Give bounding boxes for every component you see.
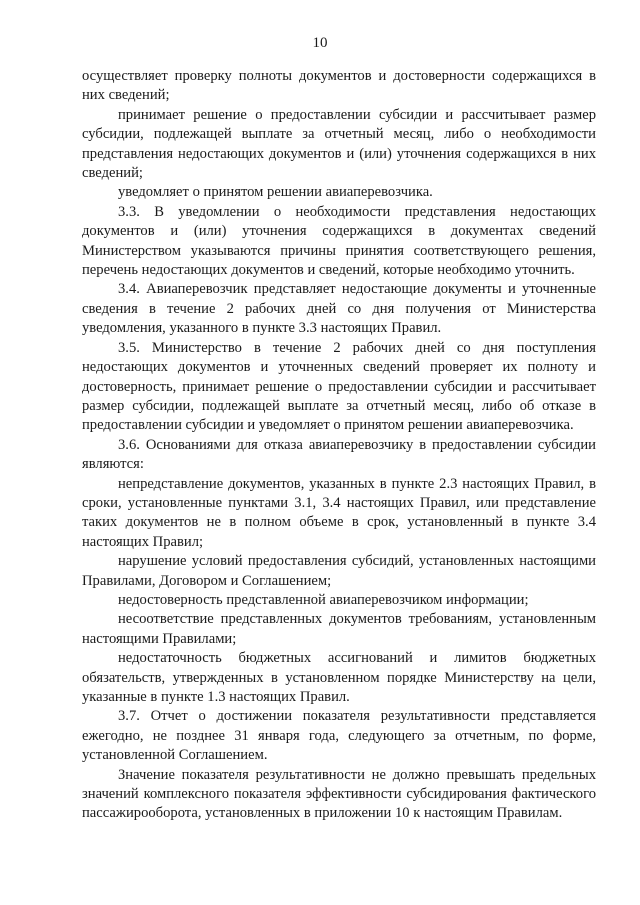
paragraph-decision-on-subsidy: принимает решение о предоставлении субсидии и рассчитывает размер субсидии, подлежащей выплате за отчетный месяц, либо о необходимости представления недостающих документов и (или) уточнения содержащихся в них сведений; (82, 106, 596, 182)
paragraph-refusal-ground-unreliable-info: недостоверность представленной авиаперевозчиком информации; (118, 591, 529, 608)
paragraph-clause-3-4: 3.4. Авиаперевозчик представляет недостающие документы и уточненные сведения в течение 2 рабочих дней со дня получения от Министерства уведомления, указанного в пункте 3.3 настоящих Правил. (82, 281, 596, 337)
paragraph-notify-carrier: уведомляет о принятом решении авиаперевозчика. (118, 184, 433, 201)
paragraph-indicator-value: Значение показателя результативности не должно превышать предельных значений комплексного показателя эффективности субсидирования фактического пассажирооборота, установленных в приложении 10 к настоящим Правилам. (82, 766, 596, 822)
paragraph-clause-3-5: 3.5. Министерство в течение 2 рабочих дней со дня поступления недостающих документов и уточненных сведений проверяет их полноту и достоверность, принимает решение о предоставлении субсидии и рассчитывает размер субсидии, подлежащей выплате за отчетный месяц, либо об отказе в предоставлении субсидии и уведомляет о принятом решении авиаперевозчика. (82, 339, 596, 434)
paragraph-refusal-ground-documents: непредставление документов, указанных в пункте 2.3 настоящих Правил, в сроки, установленные пунктами 3.1, 3.4 настоящих Правил, или представление таких документов не в полном объеме в срок, установленный в пункте 3.4 настоящих Правил; (82, 475, 596, 550)
paragraph-refusal-ground-violation: нарушение условий предоставления субсидий, установленных настоящими Правилами, Договором и Соглашением; (82, 553, 596, 589)
paragraph-verification-continued: осуществляет проверку полноты документов и достоверности содержащихся в них сведений; (82, 68, 596, 104)
paragraph-refusal-ground-insufficient-budget: недостаточность бюджетных ассигнований и лимитов бюджетных обязательств, утвержденных в установленном порядке Министерству на цели, указанные в пункте 1.3 настоящих Правил. (82, 650, 596, 705)
page-number: 10 (312, 35, 328, 51)
paragraph-clause-3-7: 3.7. Отчет о достижении показателя результативности представляется ежегодно, не позднее 31 января года, следующего за отчетным, по форме, установленной Соглашением. (82, 708, 596, 764)
paragraph-clause-3-3: 3.3. В уведомлении о необходимости представления недостающих документов и (или) уточнения содержащихся в документах сведений Министерством указываются причины принятия соответствующего решения, перечень недостающих документов и сведений, которые необходимо уточнить. (82, 203, 596, 279)
document-body (82, 67, 596, 824)
paragraph-clause-3-6: 3.6. Основаниями для отказа авиаперевозчику в предоставлении субсидии являются: (82, 436, 596, 473)
paragraph-refusal-ground-nonconformity: несоответствие представленных документов требованиям, установленным настоящими Правилами; (82, 611, 596, 647)
